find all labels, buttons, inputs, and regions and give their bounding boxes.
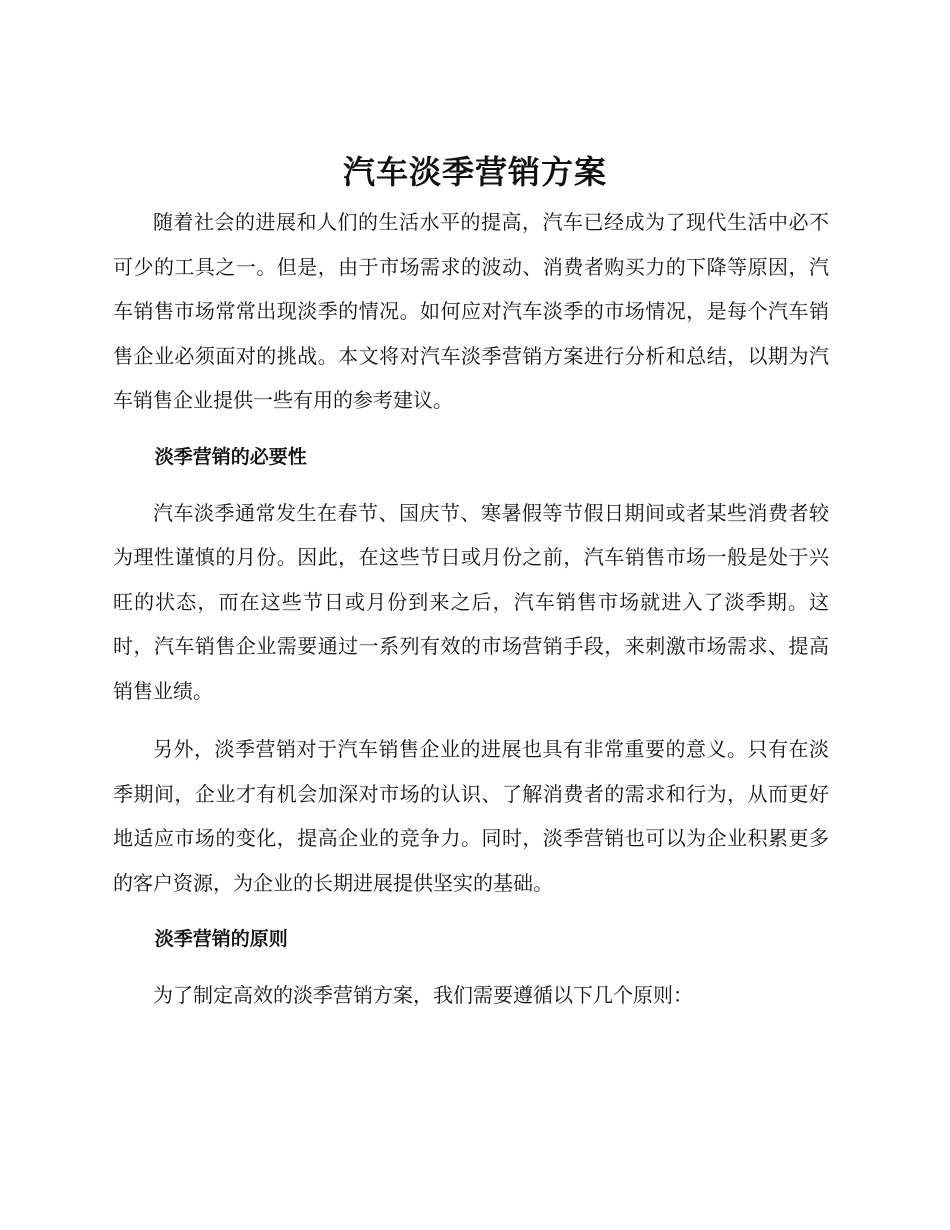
paragraph-necessity-2: 另外，淡季营销对于汽车销售企业的进展也具有非常重要的意义。只有在淡季期间，企业才有机会加深对市场的认识、了解消费者的需求和行为，从而更好地适应市场的变化，提高企业的竞争力。同时，淡季营销也可以为企业积累更多的客户资源，为企业的长期进展提供坚实的基础。 bbox=[113, 737, 829, 895]
spacer bbox=[113, 905, 829, 917]
spacer bbox=[113, 423, 829, 435]
spacer bbox=[113, 961, 829, 973]
paragraph-necessity-1: 汽车淡季通常发生在春节、国庆节、寒暑假等节假日期间或者某些消费者较为理性谨慎的月份。因此，在这些节日或月份之前，汽车销售市场一般是处于兴旺的状态，而在这些节日或月份到来之后，汽车销售市场就进入了淡季期。这时，汽车销售企业需要通过一系列有效的市场营销手段，来刺激市场需求、提高销售业绩。 bbox=[113, 500, 829, 703]
spacer bbox=[113, 713, 829, 727]
section-heading-necessity: 淡季营销的必要性 bbox=[154, 445, 307, 468]
paragraph-principles-1: 为了制定高效的淡季营销方案，我们需要遵循以下几个原则： bbox=[153, 983, 693, 1007]
intro-paragraph: 随着社会的进展和人们的生活水平的提高，汽车已经成为了现代生活中必不可少的工具之一。但是，由于市场需求的波动、消费者购买力的下降等原因，汽车销售市场常常出现淡季的情况。如何应对汽车淡季的市场情况，是每个汽车销售企业必须面对的挑战。本文将对汽车淡季营销方案进行分析和总结，以期为汽车销售企业提供一些有用的参考建议。 bbox=[113, 210, 829, 412]
spacer bbox=[113, 479, 829, 491]
section-heading-principles: 淡季营销的原则 bbox=[154, 928, 288, 950]
document-title: 汽车淡季营销方案 bbox=[342, 153, 607, 191]
document-body bbox=[113, 200, 829, 1018]
